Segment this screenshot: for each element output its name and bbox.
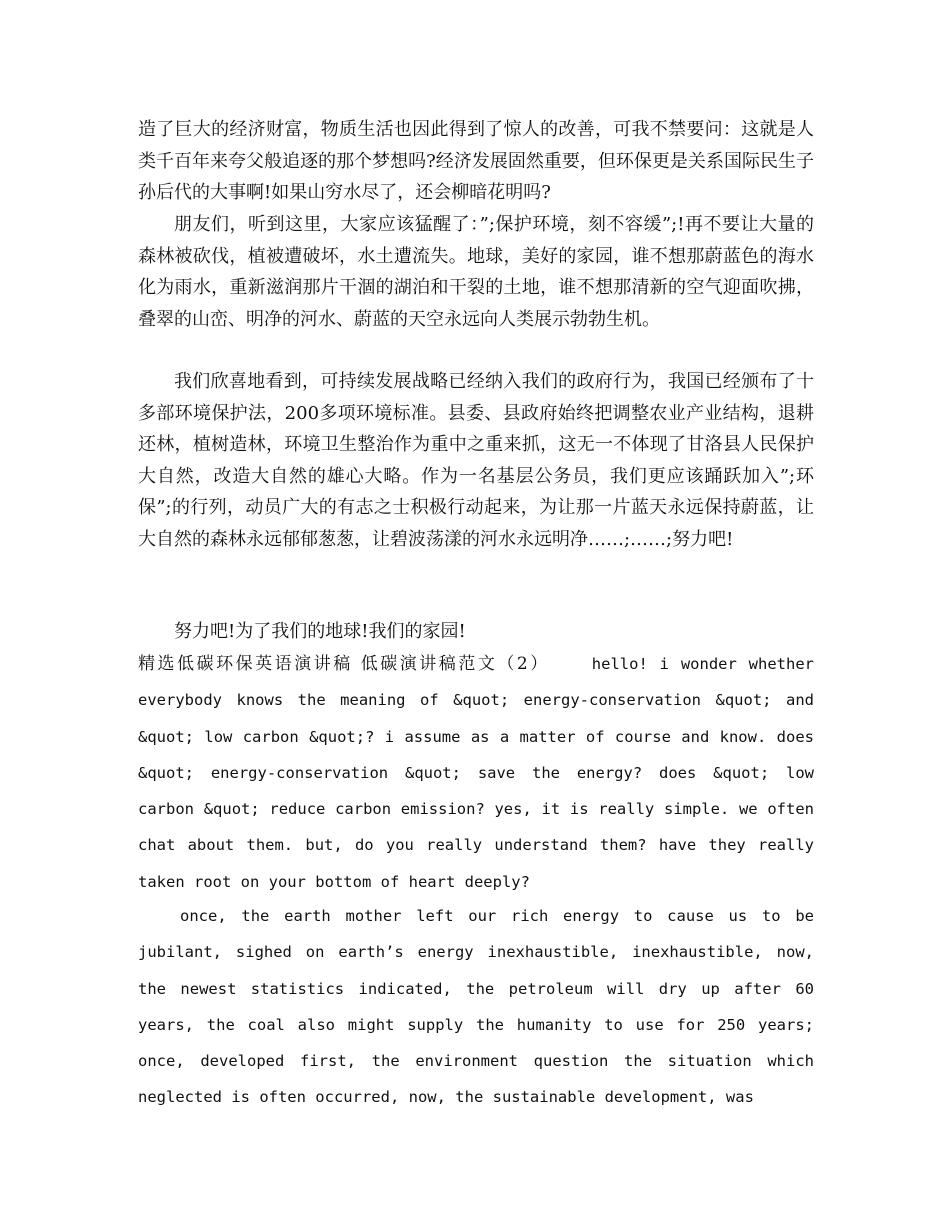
paragraph-1: 造了巨大的经济财富，物质生活也因此得到了惊人的改善，可我不禁要问：这就是人类千百年来夸父般追逐的那个梦想吗?经济发展固然重要，但环保更是关系国际民生子孙后代的大事啊!如果山穷水尽了，还会柳暗花明吗? [138,119,814,203]
english-paragraph-2: once, the earth mother left our rich energy to cause us to be jubilant, sighed on earth’s energy inexhaustible, inexhaustible, now, the newest statistics indicated, the petroleum will dry up after 60 years, the coal also might supply the humanity to use for 250 years; once, developed first, the environment question the situation which neglected is often occurred, now, the sustainable development, was [138,907,814,1107]
english-paragraph-1-text: hello! i wonder whether everybody knows the meaning of &quot; energy-conservation &quot; and &quot; low carbon &quot;? i assume as a matter of course and know. does &quot; energy-conservation &quot; save the energy? does &quot; low carbon &quot; reduce carbon emission? yes, it is really simple. we often chat about them. but, do you really understand them? have they really taken root on your bottom of heart deeply? [138,655,814,891]
paragraph-2: 朋友们，听到这里，大家应该猛醒了：”;保护环境，刻不容缓”;!再不要让大量的森林被砍伐，植被遭破坏，水土遭流失。地球，美好的家园，谁不想那蔚蓝色的海水化为雨水，重新滋润那片干涸的湖泊和干裂的土地，谁不想那清新的空气迎面吹拂，叠翠的山峦、明净的河水、蔚蓝的天空永远向人类展示勃勃生机。 [138,214,814,330]
paragraph-4: 努力吧!为了我们的地球!我们的家园! [174,621,466,642]
paragraph-3: 我们欣喜地看到，可持续发展战略已经纳入我们的政府行为，我国已经颁布了十多部环境保护法，200多项环境标准。县委、县政府始终把调整农业产业结构，退耕还林，植树造林，环境卫生整治作为重中之重来抓，这无一不体现了甘洛县人民保护大自然，改造大自然的雄心大略。作为一名基层公务员，我们更应该踊跃加入”;环保”;的行列，动员广大的有志之士积极行动起来，为让那一片蓝天永远保持蔚蓝，让大自然的森林永远郁郁葱葱，让碧波荡漾的河水永远明净……;……;努力吧! [138,371,814,550]
english-paragraph-1 [138,646,814,900]
section-title: 精选低碳环保英语演讲稿 低碳演讲稿范文（2） [138,654,550,674]
